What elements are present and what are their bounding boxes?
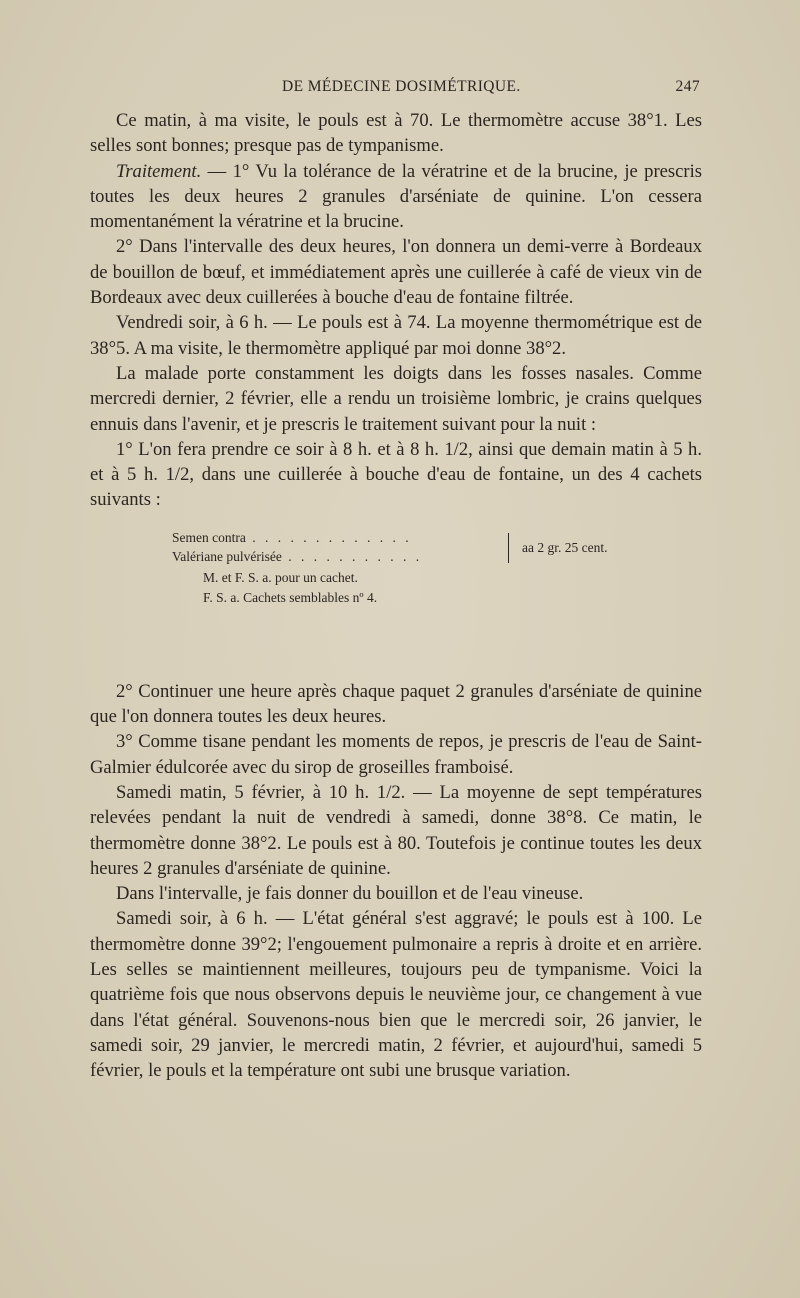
page-number: 247 [675, 78, 700, 95]
paragraph: 2° Continuer une heure après chaque paquet 2 granules d'arséniate de quinine que l'on donnera toutes les deux heures. [90, 680, 702, 728]
leader-dots: . . . . . . . . . . . [281, 548, 423, 564]
prescription-dose: aa 2 gr. 25 cent. [522, 539, 608, 555]
paragraph: Ce matin, à ma visite, le pouls est à 70. Le thermomètre accuse 38°1. Les selles sont bonnes; presque pas de tympanisme. [90, 110, 702, 157]
traitement-label: Traitement. [116, 160, 202, 182]
prescription-instruction: F. S. a. Cachets semblables nº 4. [203, 589, 378, 605]
paragraph: Vendredi soir, à 6 h. — Le pouls est à 74. La moyenne thermométrique est de 38°5. A ma visite, le thermomètre appliqué par moi donne 38°2. [90, 312, 702, 359]
prescription-item-name: Valériane pulvérisée [172, 548, 282, 564]
paragraph: Dans l'intervalle, je fais donner du bouillon et de l'eau vineuse. [116, 883, 584, 905]
prescription-item-name: Semen contra [172, 529, 246, 545]
paragraph: Samedi matin, 5 février, à 10 h. 1/2. — La moyenne de sept températures relevées pendant la nuit de vendredi à samedi, donne 38°8. Ce matin, le thermomètre donne 38°2. Le pouls est à 80. Toutefois je continue toutes les deux heures 2 granules d'arséniate de quinine. [90, 781, 702, 879]
prescription-item [172, 548, 422, 566]
paragraph-text: — 1° Vu la tolérance de la vératrine et de la brucine, je prescris toutes les deux heures 2 granules d'arséniate de quinine. L'on cessera momentanément la vératrine et la brucine. [90, 160, 702, 233]
running-title: DE MÉDECINE DOSIMÉTRIQUE. [282, 78, 521, 95]
paragraph: 1° L'on fera prendre ce soir à 8 h. et à 8 h. 1/2, ainsi que demain matin à 5 h. et à 5 h. 1/2, dans une cuillerée à bouche d'eau de fontaine, un des 4 cachets suivants : [90, 438, 702, 511]
body-text [90, 108, 702, 1084]
prescription-item [172, 529, 412, 547]
page-header [92, 76, 704, 102]
leader-dots: . . . . . . . . . . . . . [245, 529, 412, 545]
paragraph: Samedi soir, à 6 h. — L'état général s'est aggravé; le pouls est à 100. Le thermomètre donne 39°2; l'engouement pulmonaire a repris à droite et en arrière. Les selles se maintiennent meilleures, toujours peu de tympanisme. Voici la quatrième fois que nous observons depuis le neuvième jour, ce changement à vue dans l'état général. Souvenons-nous bien que le mercredi soir, 26 janvier, le samedi soir, 29 janvier, le mercredi matin, 2 février, et aujourd'hui, samedi 5 février, le pouls et la température ont subi une brusque variation. [90, 908, 702, 1082]
paragraph: 3° Comme tisane pendant les moments de repos, je prescris de l'eau de Saint-Galmier édulcorée avec du sirop de groseilles framboisé. [90, 731, 702, 778]
paragraph: La malade porte constamment les doigts dans les fosses nasales. Comme mercredi dernier, 2 février, elle a rendu un troisième lombric, je crains quelques ennuis dans l'avenir, et je prescris le traitement suivant pour la nuit : [90, 362, 702, 435]
paragraph-traitement [90, 159, 702, 235]
prescription-block [90, 529, 702, 669]
prescription-instruction: M. et F. S. a. pour un cachet. [203, 569, 358, 585]
brace [508, 533, 515, 563]
paragraph: 2° Dans l'intervalle des deux heures, l'on donnera un demi-verre à Bordeaux de bouillon de bœuf, et immédiatement après une cuillerée à café de vieux vin de Bordeaux avec deux cuillerées à bouche d'eau de fontaine filtrée. [90, 236, 702, 309]
